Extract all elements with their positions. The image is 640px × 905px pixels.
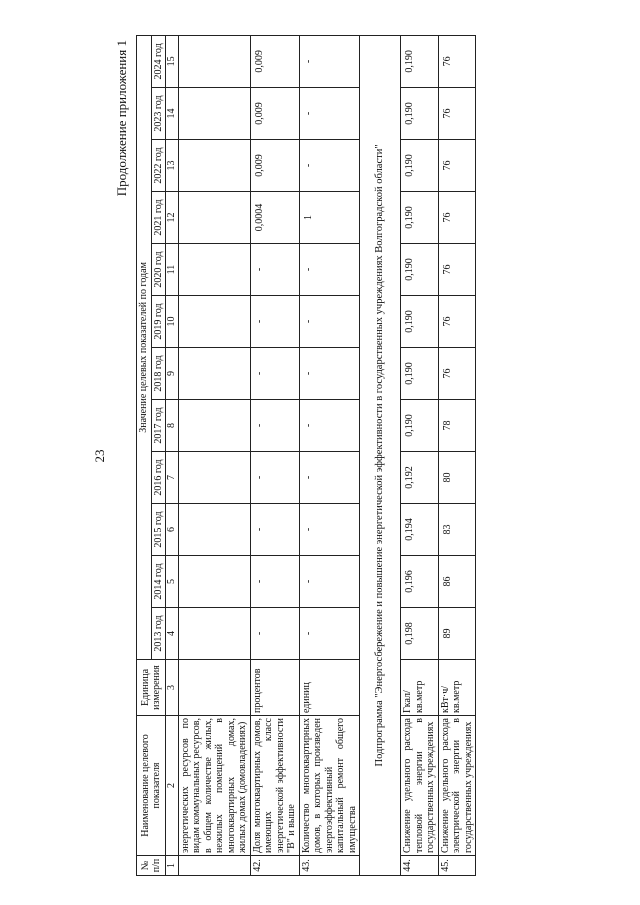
row-unit: единиц: [299, 660, 360, 716]
rotated-page: [86, 36, 632, 876]
row-value: 76: [438, 244, 476, 296]
row-value: -: [250, 348, 299, 400]
header-name: Наименование целевого показателя: [137, 716, 166, 856]
table-row: [438, 35, 476, 875]
row-value: -: [299, 348, 360, 400]
table-row: [250, 35, 299, 875]
header-group-title: Значение целевых показателей по годам: [137, 35, 152, 659]
column-number: 3: [166, 660, 179, 716]
row-value: [178, 244, 250, 296]
header-year: 2018 год: [151, 348, 166, 400]
column-number: 5: [166, 556, 179, 608]
row-value: 86: [438, 556, 476, 608]
column-number: 13: [166, 140, 179, 192]
row-value: 76: [438, 35, 476, 87]
header-num: № п/п: [137, 856, 166, 876]
row-value: 76: [438, 296, 476, 348]
header-year: 2015 год: [151, 504, 166, 556]
header-year: 2023 год: [151, 88, 166, 140]
row-value: 78: [438, 400, 476, 452]
row-value: 0,009: [250, 88, 299, 140]
row-value: 76: [438, 348, 476, 400]
row-value: [178, 296, 250, 348]
row-value: -: [250, 556, 299, 608]
row-value: -: [299, 556, 360, 608]
row-value: 0,196: [401, 556, 439, 608]
row-unit: процентов: [250, 660, 299, 716]
row-name: Снижение удельного расхода тепловой энергии в государственных учреждениях: [401, 716, 439, 856]
header-year: 2019 год: [151, 296, 166, 348]
row-unit: кВт·ч/ кв.метр: [438, 660, 476, 716]
row-name: энергетических ресурсов по видам коммунальных ресурсов, в общем количестве жилых, нежилых помещений в многоквартирных домах, жилых домах (домовладениях): [178, 716, 250, 856]
row-value: 0,190: [401, 348, 439, 400]
row-value: -: [250, 400, 299, 452]
column-number: 8: [166, 400, 179, 452]
row-value: -: [299, 244, 360, 296]
row-value: -: [299, 400, 360, 452]
column-number: 10: [166, 296, 179, 348]
column-number: 1: [166, 856, 179, 876]
row-number: 44.: [401, 856, 439, 876]
row-number: 43.: [299, 856, 360, 876]
subprogram-title: Подпрограмма "Энергосбережение и повышение энергетической эффективности в государственных учреждениях Волгоградской области": [360, 35, 401, 875]
row-unit: Гкал/ кв.метр: [401, 660, 439, 716]
row-value: 1: [299, 192, 360, 244]
row-value: -: [250, 296, 299, 348]
row-value: 80: [438, 452, 476, 504]
row-value: 0,190: [401, 192, 439, 244]
row-number: 42.: [250, 856, 299, 876]
row-value: [178, 400, 250, 452]
row-value: [178, 452, 250, 504]
header-year: 2022 год: [151, 140, 166, 192]
header-year: 2016 год: [151, 452, 166, 504]
row-value: [178, 140, 250, 192]
row-name: Количество многоквартирных домов, в которых произведен энергоэффективный капитальный ремонт общего имущества: [299, 716, 360, 856]
row-value: -: [250, 608, 299, 660]
row-value: -: [299, 608, 360, 660]
row-value: 0,009: [250, 35, 299, 87]
row-value: 0,192: [401, 452, 439, 504]
row-name: Доля многоквартирных домов, имеющих класс энергетической эффективности "В" и выше: [250, 716, 299, 856]
row-value: -: [299, 35, 360, 87]
column-number: 2: [166, 716, 179, 856]
header-year: 2024 год: [151, 35, 166, 87]
header-year: 2017 год: [151, 400, 166, 452]
table-row: [401, 35, 439, 875]
row-value: 76: [438, 192, 476, 244]
page-number: 23: [92, 449, 107, 463]
table-row: [299, 35, 360, 875]
row-value: [178, 192, 250, 244]
row-value: 0,194: [401, 504, 439, 556]
continuation-label: Продолжение приложения 1: [114, 40, 129, 197]
row-value: 89: [438, 608, 476, 660]
header-unit: Единица измерения: [137, 660, 166, 716]
row-value: -: [250, 452, 299, 504]
row-value: [178, 88, 250, 140]
row-value: -: [299, 296, 360, 348]
row-value: 76: [438, 140, 476, 192]
row-value: [178, 504, 250, 556]
row-value: [178, 348, 250, 400]
row-number: 45.: [438, 856, 476, 876]
table-row: [178, 35, 250, 875]
row-value: -: [250, 504, 299, 556]
row-value: 0,190: [401, 140, 439, 192]
row-unit: [178, 660, 250, 716]
header-year: 2021 год: [151, 192, 166, 244]
column-number: 7: [166, 452, 179, 504]
column-number: 15: [166, 35, 179, 87]
row-value: 0,0004: [250, 192, 299, 244]
column-number: 11: [166, 244, 179, 296]
row-value: -: [299, 140, 360, 192]
row-value: 0,190: [401, 400, 439, 452]
row-value: -: [299, 504, 360, 556]
row-value: [178, 608, 250, 660]
row-value: 0,198: [401, 608, 439, 660]
row-value: 0,190: [401, 244, 439, 296]
column-number: 6: [166, 504, 179, 556]
row-name: Снижение удельного расхода электрической энергии в государственных учреждениях: [438, 716, 476, 856]
row-value: [178, 35, 250, 87]
row-value: -: [250, 244, 299, 296]
row-value: 0,190: [401, 296, 439, 348]
column-number: 12: [166, 192, 179, 244]
column-number: 9: [166, 348, 179, 400]
column-number: 14: [166, 88, 179, 140]
row-number: [178, 856, 250, 876]
header-year: 2020 год: [151, 244, 166, 296]
row-value: 0,190: [401, 35, 439, 87]
row-value: [178, 556, 250, 608]
indicators-table: [136, 35, 476, 876]
row-value: 0,190: [401, 88, 439, 140]
row-value: -: [299, 88, 360, 140]
column-number: 4: [166, 608, 179, 660]
row-value: 83: [438, 504, 476, 556]
row-value: 76: [438, 88, 476, 140]
row-value: 0,009: [250, 140, 299, 192]
row-value: -: [299, 452, 360, 504]
header-year: 2013 год: [151, 608, 166, 660]
header-year: 2014 год: [151, 556, 166, 608]
